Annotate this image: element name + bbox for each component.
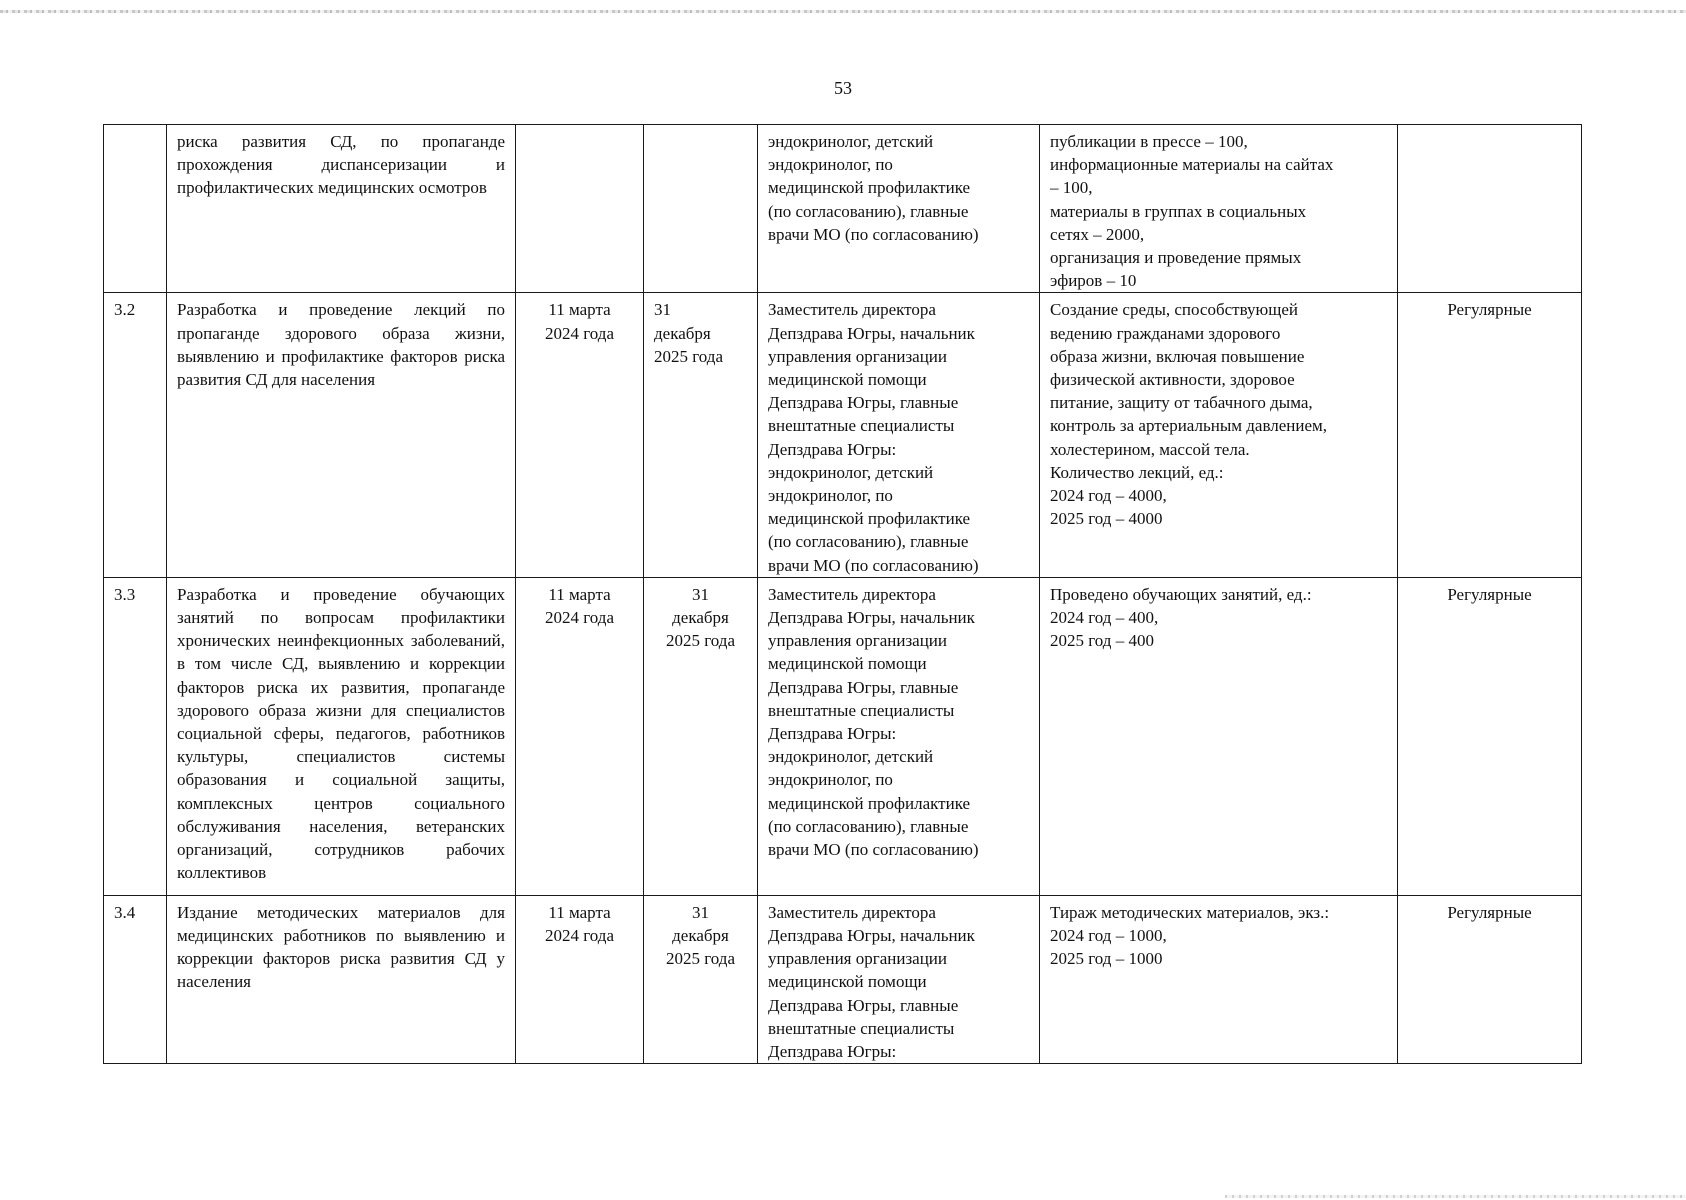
cell-start-date [516,125,644,293]
cell-result: Создание среды, способствующей ведению гражданами здорового образа жизни, включая повышение физической активности, здоровое питание, защиту от табачного дыма, контроль за артериальным давлением, холестерином, массой тела. Количество лекций, ед.: 2024 год – 4000, 2025 год – 4000 [1040,293,1398,577]
cell-number: 3.4 [104,895,167,1063]
table-row-3-3 [104,577,1582,895]
cell-end-date: 31 декабря 2025 года [644,895,758,1063]
cell-start-date: 11 марта 2024 года [516,293,644,577]
cell-measure-name: Разработка и проведение лекций по пропаганде здорового образа жизни, выявлению и профилактике факторов риска развития СД для населения [167,293,516,577]
cell-responsible: Заместитель директора Депздрава Югры, начальник управления организации медицинской помощи Депздрава Югры, главные внештатные специалисты Депздрава Югры: эндокринолог, детский эндокринолог, по медицинской профилактике (по согласованию), главные врачи МО (по согласованию) [758,577,1040,895]
page-number: 53 [834,78,852,98]
cell-type: Регулярные [1398,293,1582,577]
cell-number: 3.2 [104,293,167,577]
measures-table [103,124,1582,1064]
cell-end-date: 31 декабря 2025 года [644,577,758,895]
cell-measure-name: Разработка и проведение обучающих занятий по вопросам профилактики хронических неинфекционных заболеваний, в том числе СД, выявлению и коррекции факторов риска их развития, пропаганде здорового образа жизни для специалистов социальной сферы, педагогов, работников культуры, специалистов системы образования и социальной защиты, комплексных центров социального обслуживания населения, ветеранских организаций, сотрудников рабочих коллективов [167,577,516,895]
cell-responsible: Заместитель директора Депздрава Югры, начальник управления организации медицинской помощи Депздрава Югры, главные внештатные специалисты Депздрава Югры: [758,895,1040,1063]
scan-edge-bottom [1225,1195,1686,1198]
cell-result: публикации в прессе – 100, информационные материалы на сайтах – 100, материалы в группах в социальных сетях – 2000, организация и проведение прямых эфиров – 10 [1040,125,1398,293]
cell-start-date: 11 марта 2024 года [516,895,644,1063]
cell-type: Регулярные [1398,577,1582,895]
cell-end-date: 31 декабря 2025 года [644,293,758,577]
cell-measure-name: Издание методических материалов для медицинских работников по выявлению и коррекции факторов риска развития СД у населения [167,895,516,1063]
cell-type [1398,125,1582,293]
cell-measure-name: риска развития СД, по пропаганде прохождения диспансеризации и профилактических медицинских осмотров [167,125,516,293]
table-row-3-4 [104,895,1582,1063]
cell-type: Регулярные [1398,895,1582,1063]
cell-result: Тираж методических материалов, экз.: 2024 год – 1000, 2025 год – 1000 [1040,895,1398,1063]
cell-start-date: 11 марта 2024 года [516,577,644,895]
cell-number [104,125,167,293]
cell-number: 3.3 [104,577,167,895]
scan-edge-top [0,10,1686,13]
cell-responsible: Заместитель директора Депздрава Югры, начальник управления организации медицинской помощи Депздрава Югры, главные внештатные специалисты Депздрава Югры: эндокринолог, детский эндокринолог, по медицинской профилактике (по согласованию), главные врачи МО (по согласованию) [758,293,1040,577]
cell-responsible: эндокринолог, детский эндокринолог, по медицинской профилактике (по согласованию), главные врачи МО (по согласованию) [758,125,1040,293]
table-row-continuation [104,125,1582,293]
table-row-3-2 [104,293,1582,577]
cell-end-date [644,125,758,293]
cell-result: Проведено обучающих занятий, ед.: 2024 год – 400, 2025 год – 400 [1040,577,1398,895]
